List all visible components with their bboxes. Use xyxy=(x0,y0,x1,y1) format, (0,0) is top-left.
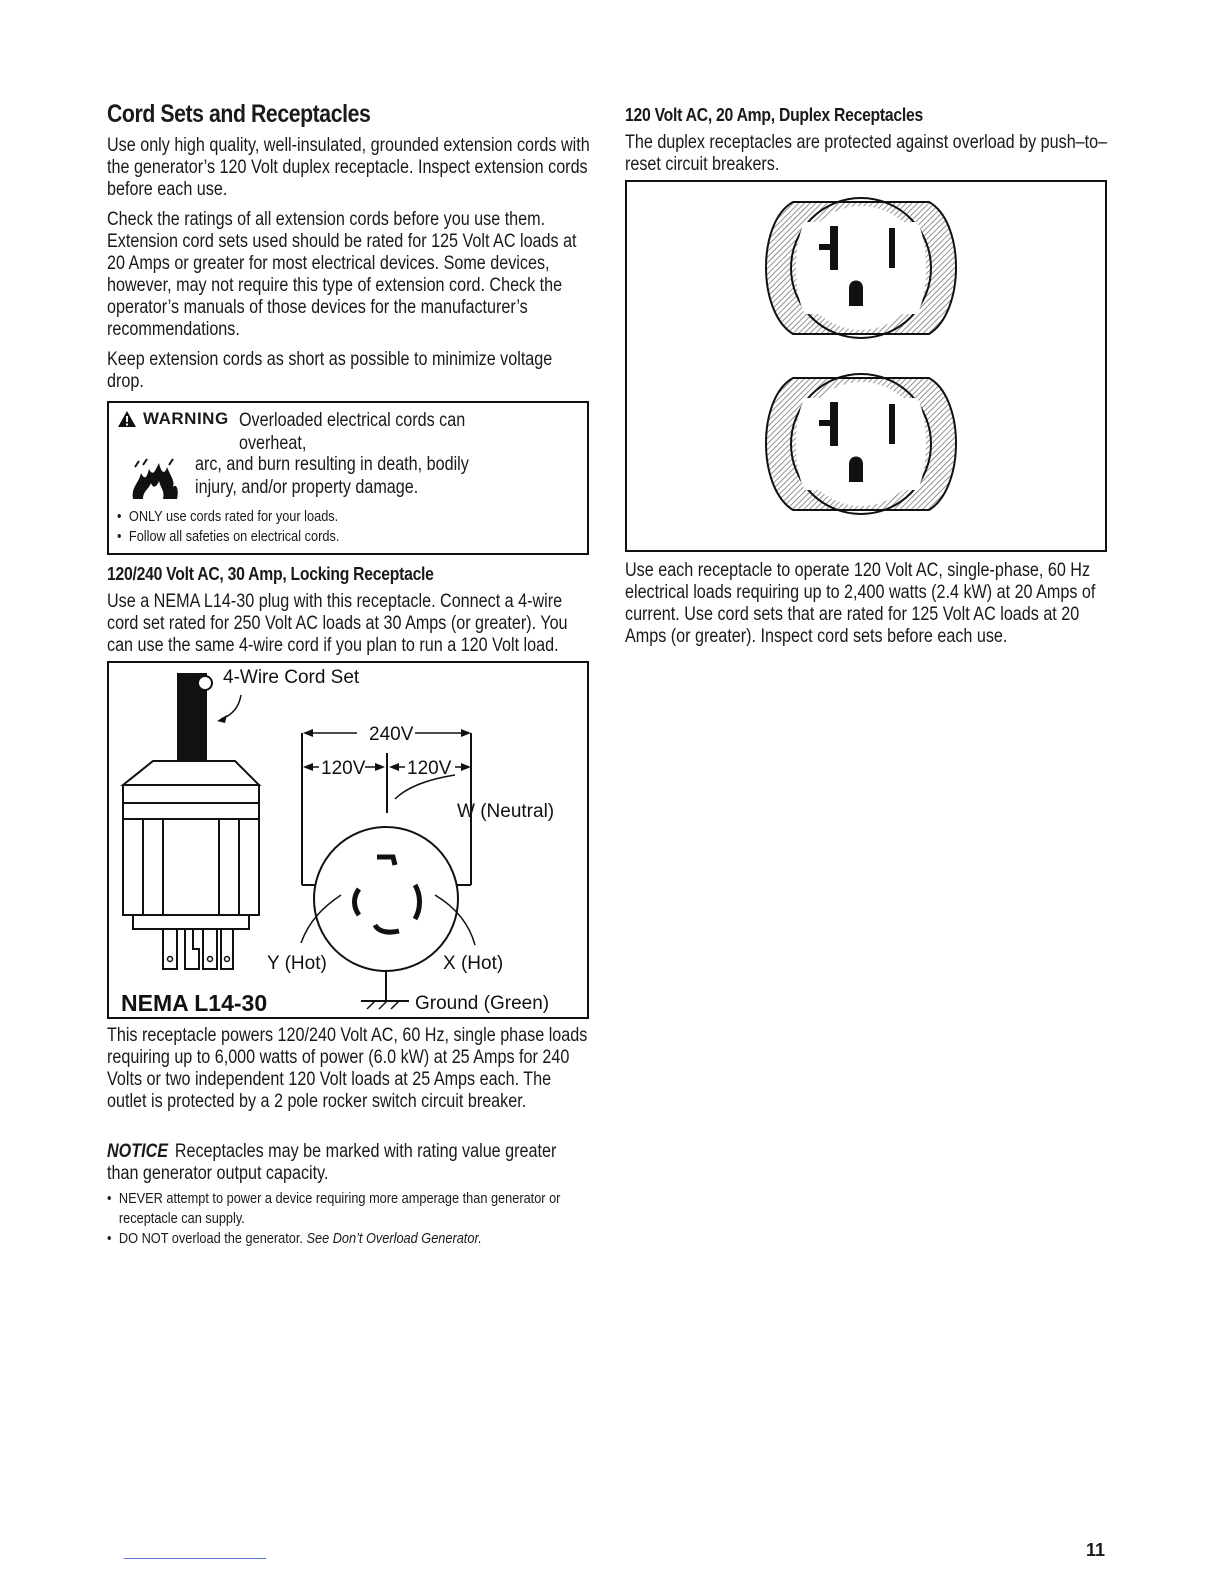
notice-block xyxy=(107,1141,590,1185)
paragraph-extension-quality: Use only high quality, well-insulated, grounded extension cords with the generator’s 120 Volt duplex receptacle. Inspect extension cords before each use. xyxy=(107,135,590,200)
notice-label: NOTICE xyxy=(107,1141,169,1162)
paragraph-locking-plug: Use a NEMA L14-30 plug with this receptacle. Connect a 4-wire cord set rated for 250 Volt AC loads at 30 Amps (or greater). You can use the same 4-wire cord if you plan to run a 120 Volt load. xyxy=(107,591,568,656)
section-title: Cord Sets and Receptacles xyxy=(107,100,371,128)
footer-rule xyxy=(124,1558,266,1559)
paragraph-voltage-drop: Keep extension cords as short as possible to minimize voltage drop. xyxy=(107,349,553,392)
warning-text-line1: Overloaded electrical cords can overheat, xyxy=(238,410,465,454)
nema-l14-30-figure xyxy=(107,661,589,1019)
outlet-top xyxy=(766,198,956,338)
right-column xyxy=(625,100,1110,656)
notice-text: Receptacles may be marked with rating value greater than generator output capacity. xyxy=(107,1141,557,1184)
cord-set-label: 4-Wire Cord Set xyxy=(223,667,360,688)
nema-label: NEMA L14-30 xyxy=(121,990,268,1016)
outlet-bottom xyxy=(766,374,956,514)
label-neutral: W (Neutral) xyxy=(457,801,555,822)
warning-label: WARNING xyxy=(143,409,229,428)
notice-bullet xyxy=(107,1229,602,1249)
duplex-heading: 120 Volt AC, 20 Amp, Duplex Receptacles xyxy=(625,104,923,125)
nema-diagram xyxy=(109,663,587,1017)
page-number: 11 xyxy=(1086,1540,1106,1560)
duplex-receptacle-figure xyxy=(625,180,1107,552)
label-ground: Ground (Green) xyxy=(415,993,550,1014)
locking-receptacle-heading: 120/240 Volt AC, 30 Amp, Locking Receptacle xyxy=(107,563,434,584)
label-240v: 240V xyxy=(369,724,414,745)
warning-bullet: • ONLY use cords rated for your loads. xyxy=(117,507,592,527)
notice-bullet-reference: See Don’t Overload Generator. xyxy=(306,1230,482,1247)
paragraph-duplex-usage: Use each receptacle to operate 120 Volt AC, single-phase, 60 Hz electrical loads requiring up to 2,400 watts (2.4 kW) at 20 Amps of current. Use cord sets that are rated for 125 Volt AC loads at 20 Amps (or greater). Inspect cord sets before each use. xyxy=(625,560,1096,647)
paragraph-locking-power: This receptacle powers 120/240 Volt AC, 60 Hz, single phase loads requiring up to 6,000 watts of power (6.0 kW) at 25 Amps for 240 Volts or two independent 120 Volt loads at 25 Amps each. The outlet is protected by a 2 pole rocker switch circuit breaker. xyxy=(107,1025,588,1112)
warning-text-rest: arc, and burn resulting in death, bodily injury, and/or property damage. xyxy=(195,454,469,498)
paragraph-extension-ratings: Check the ratings of all extension cords before you use them. Extension cord sets used should be rated for 125 Volt AC loads at 20 Amps or greater for most electrical devices. Some devices, however, may not require this type of extension cord. Check the operator’s manuals of those devices for the manufacturer’s recommendations. xyxy=(107,209,577,340)
notice-bullet: • NEVER attempt to power a device requiring more amperage than generator or receptacle can supply. xyxy=(107,1189,602,1229)
label-y-hot: Y (Hot) xyxy=(267,953,327,974)
warning-bullet: • Follow all safeties on electrical cords. xyxy=(117,527,592,547)
notice-bullets xyxy=(107,1189,589,1249)
fire-hazard-icon xyxy=(129,457,181,501)
paragraph-duplex-protection: The duplex receptacles are protected against overload by push–to–reset circuit breakers. xyxy=(625,132,1108,175)
label-x-hot: X (Hot) xyxy=(443,953,504,974)
label-120v-right: 120V xyxy=(407,758,452,779)
warning-triangle-icon xyxy=(117,410,137,428)
warning-box xyxy=(107,401,589,555)
warning-bullets xyxy=(117,507,579,547)
duplex-diagram xyxy=(627,182,1105,550)
label-120v-left: 120V xyxy=(321,758,366,779)
notice-bullet-text: DO NOT overload the generator. xyxy=(118,1230,307,1247)
left-column xyxy=(107,100,589,1249)
